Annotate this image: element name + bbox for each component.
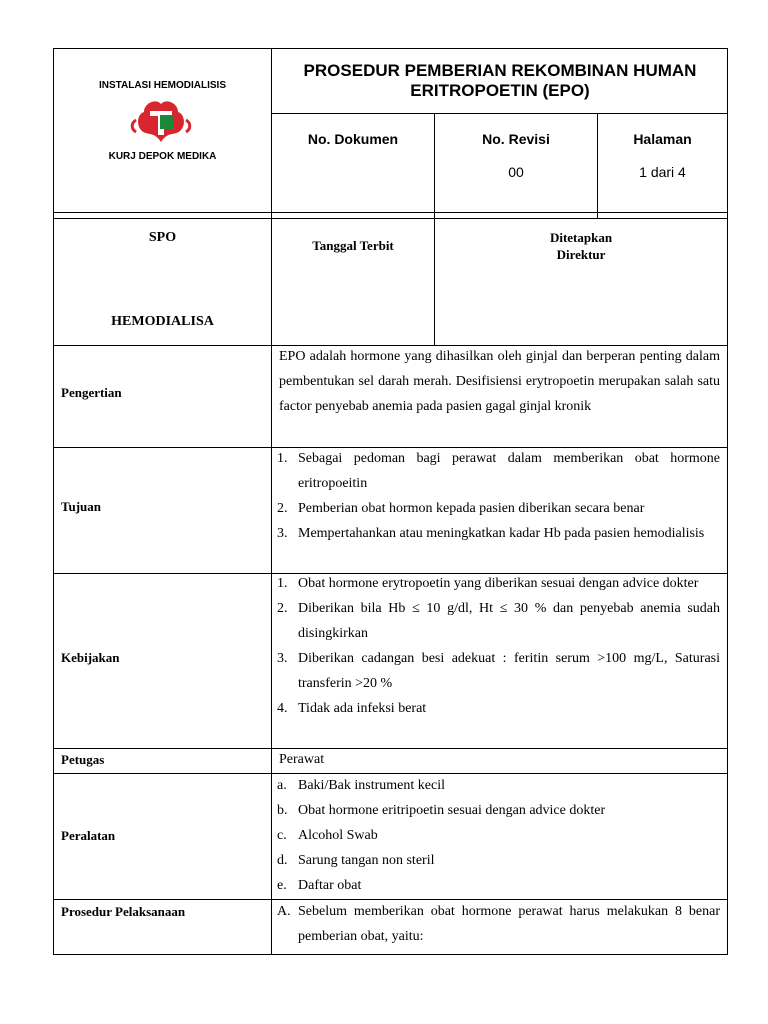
hospital-logo-mark bbox=[130, 98, 192, 150]
list-marker: 1. bbox=[277, 576, 288, 591]
page-value: 1 dari 4 bbox=[639, 164, 686, 180]
list-marker: 4. bbox=[277, 701, 288, 716]
pengertian-text: EPO adalah hormone yang dihasilkan oleh ginjal dan berperan penting dalam pembentukan sel darah merah. Desifisiensi erytropoetin merupakan salah satu factor penyebab anemia pada pasien gagal ginjal kronik bbox=[279, 349, 720, 414]
header-double-line-2 bbox=[53, 218, 728, 219]
hospital-logo bbox=[130, 98, 192, 150]
list-item-text: Baki/Bak instrument kecil bbox=[298, 778, 445, 793]
row-label-pengertian: Pengertian bbox=[61, 385, 122, 400]
list-item bbox=[273, 646, 720, 696]
revision-label: No. Revisi bbox=[482, 131, 550, 147]
list-marker: 3. bbox=[277, 526, 288, 541]
list-item bbox=[273, 521, 720, 546]
list-item bbox=[273, 596, 720, 646]
list-marker: A. bbox=[277, 904, 291, 919]
document-title: PROSEDUR PEMBERIAN REKOMBINAN HUMAN ERITROPOETIN (EPO) bbox=[303, 61, 697, 100]
list-item bbox=[273, 823, 720, 848]
list-item-text: Sebelum memberikan obat hormone perawat harus melakukan 8 benar pemberian obat, yaitu: bbox=[298, 904, 720, 944]
row-label-peralatan: Peralatan bbox=[61, 828, 116, 843]
spo-unit: HEMODIALISA bbox=[111, 314, 214, 329]
row-label-petugas: Petugas bbox=[61, 752, 105, 767]
prosedur-list bbox=[273, 899, 720, 949]
organization-name: KURJ DEPOK MEDIKA bbox=[108, 151, 217, 162]
list-item-text: Obat hormone erytropoetin yang diberikan sesuai dengan advice dokter bbox=[298, 576, 699, 591]
institution-name: INSTALASI HEMODIALISIS bbox=[98, 80, 227, 91]
list-marker: e. bbox=[277, 878, 287, 893]
list-item-text: Daftar obat bbox=[298, 878, 362, 893]
kebijakan-list bbox=[273, 571, 720, 721]
row-label-prosedur: Prosedur Pelaksanaan bbox=[61, 904, 186, 919]
list-item-text: Alcohol Swab bbox=[298, 828, 378, 843]
row-label-kebijakan: Kebijakan bbox=[61, 650, 120, 665]
list-marker: 3. bbox=[277, 651, 288, 666]
list-item bbox=[273, 446, 720, 496]
list-marker: a. bbox=[277, 778, 287, 793]
list-item-text: Diberikan cadangan besi adekuat : feritin serum >100 mg/L, Saturasi transferin >20 % bbox=[298, 651, 720, 691]
list-item-text: Sarung tangan non steril bbox=[298, 853, 435, 868]
tujuan-list bbox=[273, 446, 720, 546]
revision-value: 00 bbox=[508, 164, 524, 180]
list-item bbox=[273, 899, 720, 949]
list-marker: d. bbox=[277, 853, 288, 868]
list-marker: 1. bbox=[277, 451, 288, 466]
title-bottom-line bbox=[271, 113, 728, 114]
list-marker: c. bbox=[277, 828, 287, 843]
list-item bbox=[273, 496, 720, 521]
list-item bbox=[273, 571, 720, 596]
list-marker: 2. bbox=[277, 501, 288, 516]
list-item-text: Obat hormone eritripoetin sesuai dengan advice dokter bbox=[298, 803, 606, 818]
table-border-top bbox=[53, 48, 728, 49]
list-marker: 2. bbox=[277, 601, 288, 616]
table-border-left bbox=[53, 48, 54, 955]
table-border-bottom bbox=[53, 954, 728, 955]
row-label-tujuan: Tujuan bbox=[61, 499, 101, 514]
list-item-text: Diberikan bila Hb ≤ 10 g/dl, Ht ≤ 30 % dan penyebab anemia sudah disingkirkan bbox=[298, 601, 720, 641]
petugas-text: Perawat bbox=[279, 752, 325, 767]
approved-by: Direktur bbox=[556, 247, 606, 262]
table-border-right bbox=[727, 48, 728, 955]
spo-label: SPO bbox=[148, 230, 177, 245]
list-item bbox=[273, 848, 720, 873]
approved-label: Ditetapkan bbox=[549, 230, 613, 245]
label-col-divider bbox=[271, 345, 272, 955]
list-item-text: Pemberian obat hormon kepada pasien diberikan secara benar bbox=[298, 501, 645, 516]
list-item bbox=[273, 873, 720, 898]
list-item-text: Sebagai pedoman bagi perawat dalam memberikan obat hormone eritropoeitin bbox=[298, 451, 720, 491]
doc-number-label: No. Dokumen bbox=[307, 131, 399, 147]
list-marker: b. bbox=[277, 803, 288, 818]
peralatan-list bbox=[273, 773, 720, 898]
header-double-line-1 bbox=[53, 212, 728, 213]
list-item bbox=[273, 696, 720, 721]
page-label: Halaman bbox=[633, 131, 692, 147]
list-item bbox=[273, 773, 720, 798]
list-item-text: Tidak ada infeksi berat bbox=[298, 701, 427, 716]
issue-date-label: Tanggal Terbit bbox=[312, 238, 394, 253]
list-item-text: Mempertahankan atau meningkatkan kadar Hb pada pasien hemodialisis bbox=[298, 526, 705, 541]
list-item bbox=[273, 798, 720, 823]
